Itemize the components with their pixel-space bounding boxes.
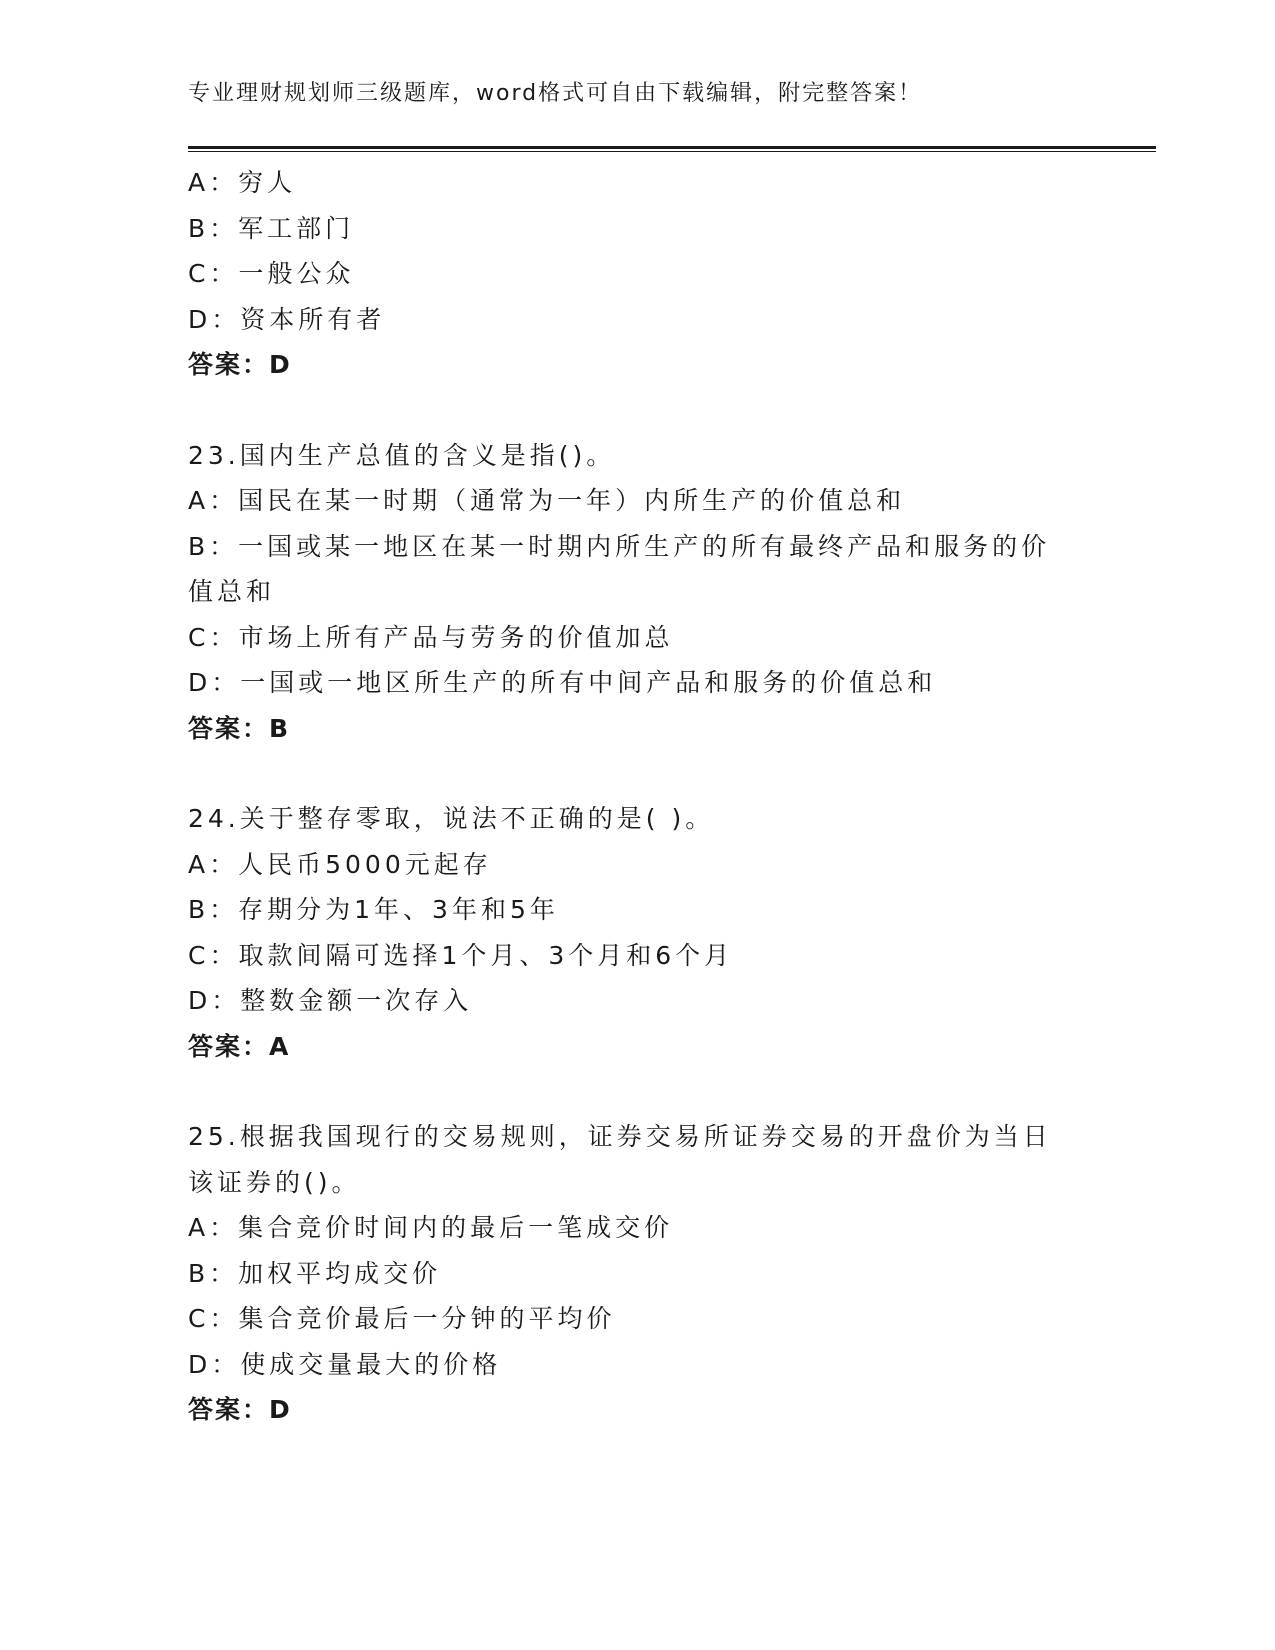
option-d: D：一国或一地区所生产的所有中间产品和服务的价值总和 (188, 668, 937, 697)
question-22-continued (188, 160, 1088, 388)
option-a: A：穷人 (188, 168, 297, 197)
question-stem: 24.关于整存零取，说法不正确的是( )。 (188, 804, 715, 833)
page-header: 专业理财规划师三级题库，word格式可自由下载编辑，附完整答案！ (188, 81, 923, 106)
answer-line: 答案：D (188, 1395, 292, 1424)
option-b: B：军工部门 (188, 213, 355, 243)
option-a: A：人民币5000元起存 (188, 849, 492, 879)
question-24 (188, 796, 1088, 1069)
option-a: A：国民在某一时期（通常为一年）内所生产的价值总和 (188, 486, 906, 515)
question-list (188, 160, 1088, 1433)
option-c: C：取款间隔可选择1个月、3个月和6个月 (188, 940, 734, 970)
header-divider (188, 146, 1156, 152)
question-stem: 25.根据我国现行的交易规则，证券交易所证券交易的开盘价为当日该证券的()。 (188, 1122, 1052, 1197)
option-c: C：集合竞价最后一分钟的平均价 (188, 1304, 616, 1333)
option-b: B：加权平均成交价 (188, 1258, 442, 1288)
option-c: C：市场上所有产品与劳务的价值加总 (188, 622, 674, 652)
question-stem: 23.国内生产总值的含义是指()。 (188, 440, 616, 470)
option-a: A：集合竞价时间内的最后一笔成交价 (188, 1213, 674, 1242)
question-23 (188, 433, 1088, 752)
option-d: D：整数金额一次存入 (188, 986, 473, 1015)
option-d: D：使成交量最大的价格 (188, 1349, 502, 1379)
option-b: B：一国或某一地区在某一时期内所生产的所有最终产品和服务的价值总和 (188, 531, 1051, 606)
answer-line: 答案：A (188, 1031, 291, 1061)
answer-line: 答案：B (188, 713, 291, 743)
option-d: D：资本所有者 (188, 304, 386, 334)
option-c: C：一般公众 (188, 259, 355, 288)
question-25 (188, 1114, 1088, 1433)
answer-line: 答案：D (188, 350, 292, 379)
option-b: B：存期分为1年、3年和5年 (188, 895, 559, 924)
